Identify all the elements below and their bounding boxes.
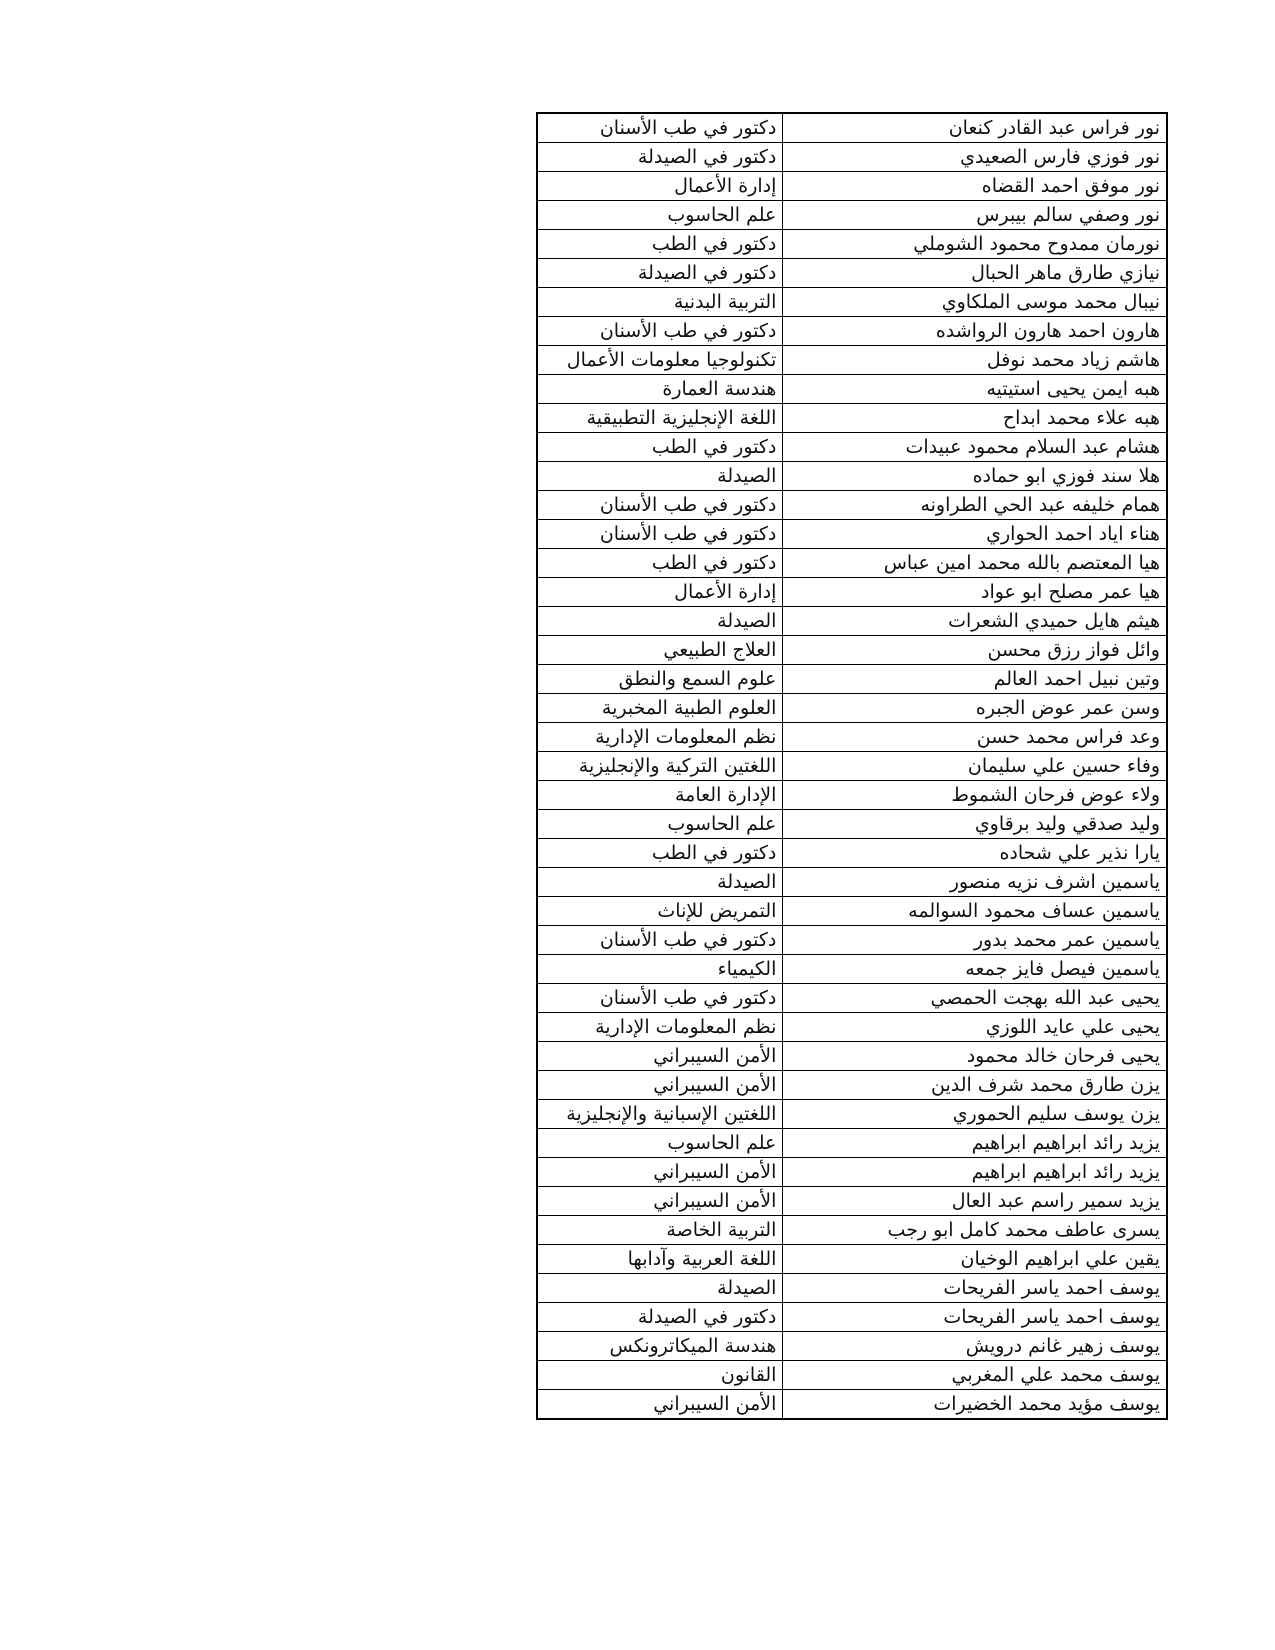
student-name-cell: نور وصفي سالم بيبرس [783, 201, 1167, 230]
student-name-cell: يزيد رائد ابراهيم ابراهيم [783, 1129, 1167, 1158]
student-name-cell: يوسف محمد علي المغربي [783, 1361, 1167, 1390]
table-row [537, 984, 1167, 1013]
table-row [537, 955, 1167, 984]
student-name-cell: هلا سند فوزي ابو حماده [783, 462, 1167, 491]
major-cell: دكتور في الطب [537, 230, 783, 259]
major-cell: هندسة العمارة [537, 375, 783, 404]
major-cell: الصيدلة [537, 462, 783, 491]
major-cell: دكتور في الطب [537, 433, 783, 462]
table-row [537, 1390, 1167, 1420]
student-name-cell: هيا عمر مصلح ابو عواد [783, 578, 1167, 607]
student-name-cell: وتين نبيل احمد العالم [783, 665, 1167, 694]
student-name-cell: هناء اياد احمد الحواري [783, 520, 1167, 549]
student-name-cell: يقين علي ابراهيم الوخيان [783, 1245, 1167, 1274]
major-cell: العلاج الطبيعي [537, 636, 783, 665]
student-name-cell: يزن يوسف سليم الحموري [783, 1100, 1167, 1129]
student-name-cell: هبه ايمن يحيى استيتيه [783, 375, 1167, 404]
table-row [537, 549, 1167, 578]
student-name-cell: يوسف مؤيد محمد الخضيرات [783, 1390, 1167, 1420]
major-cell: التمريض للإناث [537, 897, 783, 926]
table-row [537, 346, 1167, 375]
major-cell: الأمن السيبراني [537, 1158, 783, 1187]
table-row [537, 1042, 1167, 1071]
student-name-cell: هارون احمد هارون الرواشده [783, 317, 1167, 346]
table-row [537, 491, 1167, 520]
student-name-cell: نيبال محمد موسى الملكاوي [783, 288, 1167, 317]
student-name-cell: يسرى عاطف محمد كامل ابو رجب [783, 1216, 1167, 1245]
student-name-cell: نورمان ممدوح محمود الشوملي [783, 230, 1167, 259]
major-cell: التربية البدنية [537, 288, 783, 317]
major-cell: الصيدلة [537, 868, 783, 897]
table-row [537, 1216, 1167, 1245]
major-cell: القانون [537, 1361, 783, 1390]
table-row [537, 1013, 1167, 1042]
major-cell: الأمن السيبراني [537, 1071, 783, 1100]
table-row [537, 520, 1167, 549]
table-row [537, 723, 1167, 752]
major-cell: دكتور في طب الأسنان [537, 491, 783, 520]
student-name-cell: وائل فواز رزق محسن [783, 636, 1167, 665]
student-name-cell: هشام عبد السلام محمود عبيدات [783, 433, 1167, 462]
student-name-cell: يزن طارق محمد شرف الدين [783, 1071, 1167, 1100]
student-name-cell: نور فراس عبد القادر كنعان [783, 113, 1167, 143]
major-cell: نظم المعلومات الإدارية [537, 723, 783, 752]
table-row [537, 1332, 1167, 1361]
major-cell: هندسة الميكاترونكس [537, 1332, 783, 1361]
major-cell: الصيدلة [537, 1274, 783, 1303]
table-row [537, 375, 1167, 404]
major-cell: التربية الخاصة [537, 1216, 783, 1245]
student-name-cell: ولاء عوض فرحان الشموط [783, 781, 1167, 810]
major-cell: اللغة الإنجليزية التطبيقية [537, 404, 783, 433]
major-cell: علم الحاسوب [537, 810, 783, 839]
student-name-cell: يزيد سمير راسم عبد العال [783, 1187, 1167, 1216]
table-row [537, 462, 1167, 491]
major-cell: إدارة الأعمال [537, 172, 783, 201]
table-row [537, 578, 1167, 607]
student-name-cell: هيا المعتصم بالله محمد امين عباس [783, 549, 1167, 578]
major-cell: دكتور في طب الأسنان [537, 317, 783, 346]
major-cell: علم الحاسوب [537, 201, 783, 230]
table-row [537, 172, 1167, 201]
table-row [537, 1071, 1167, 1100]
major-cell: الكيمياء [537, 955, 783, 984]
table-row [537, 752, 1167, 781]
table-row [537, 926, 1167, 955]
student-name-cell: هاشم زياد محمد نوفل [783, 346, 1167, 375]
student-name-cell: يزيد رائد ابراهيم ابراهيم [783, 1158, 1167, 1187]
student-table [536, 112, 1168, 1420]
table-row [537, 201, 1167, 230]
table-row [537, 433, 1167, 462]
major-cell: نظم المعلومات الإدارية [537, 1013, 783, 1042]
student-name-cell: وعد فراس محمد حسن [783, 723, 1167, 752]
major-cell: دكتور في الطب [537, 839, 783, 868]
major-cell: الصيدلة [537, 607, 783, 636]
student-name-cell: ياسمين فيصل فايز جمعه [783, 955, 1167, 984]
major-cell: الأمن السيبراني [537, 1390, 783, 1420]
major-cell: دكتور في الطب [537, 549, 783, 578]
student-name-cell: يارا نذير علي شحاده [783, 839, 1167, 868]
table-row [537, 288, 1167, 317]
major-cell: علوم السمع والنطق [537, 665, 783, 694]
major-cell: الأمن السيبراني [537, 1187, 783, 1216]
table-row [537, 1245, 1167, 1274]
table-row [537, 694, 1167, 723]
major-cell: اللغتين التركية والإنجليزية [537, 752, 783, 781]
major-cell: دكتور في الصيدلة [537, 259, 783, 288]
student-name-cell: ياسمين عمر محمد بدور [783, 926, 1167, 955]
major-cell: العلوم الطبية المخبرية [537, 694, 783, 723]
student-name-cell: وسن عمر عوض الجبره [783, 694, 1167, 723]
student-name-cell: يوسف زهير غانم درويش [783, 1332, 1167, 1361]
student-name-cell: ياسمين اشرف نزيه منصور [783, 868, 1167, 897]
student-name-cell: يحيى فرحان خالد محمود [783, 1042, 1167, 1071]
table-row [537, 636, 1167, 665]
student-name-cell: يوسف احمد ياسر الفريحات [783, 1274, 1167, 1303]
major-cell: علم الحاسوب [537, 1129, 783, 1158]
major-cell: اللغة العربية وآدابها [537, 1245, 783, 1274]
major-cell: تكنولوجيا معلومات الأعمال [537, 346, 783, 375]
table-row [537, 781, 1167, 810]
major-cell: الإدارة العامة [537, 781, 783, 810]
table-row [537, 665, 1167, 694]
major-cell: دكتور في طب الأسنان [537, 113, 783, 143]
major-cell: دكتور في طب الأسنان [537, 984, 783, 1013]
table-row [537, 1100, 1167, 1129]
table-row [537, 1303, 1167, 1332]
table-row [537, 404, 1167, 433]
student-name-cell: نور فوزي فارس الصعيدي [783, 143, 1167, 172]
table-row [537, 607, 1167, 636]
student-name-cell: يحيى عبد الله بهجت الحمصي [783, 984, 1167, 1013]
table-row [537, 1187, 1167, 1216]
student-name-cell: هيثم هايل حميدي الشعرات [783, 607, 1167, 636]
student-name-cell: ياسمين عساف محمود السوالمه [783, 897, 1167, 926]
table-row [537, 1361, 1167, 1390]
major-cell: دكتور في طب الأسنان [537, 520, 783, 549]
major-cell: إدارة الأعمال [537, 578, 783, 607]
table-row [537, 259, 1167, 288]
major-cell: دكتور في طب الأسنان [537, 926, 783, 955]
student-name-cell: هبه علاء محمد ابداح [783, 404, 1167, 433]
major-cell: اللغتين الإسبانية والإنجليزية [537, 1100, 783, 1129]
table-row [537, 839, 1167, 868]
table-row [537, 810, 1167, 839]
table-row [537, 897, 1167, 926]
table-row [537, 317, 1167, 346]
student-name-cell: يحيى علي عايد اللوزي [783, 1013, 1167, 1042]
student-name-cell: همام خليفه عبد الحي الطراونه [783, 491, 1167, 520]
major-cell: الأمن السيبراني [537, 1042, 783, 1071]
major-cell: دكتور في الصيدلة [537, 143, 783, 172]
student-name-cell: نور موفق احمد القضاه [783, 172, 1167, 201]
table-row [537, 113, 1167, 143]
table-row [537, 868, 1167, 897]
student-table-body [537, 113, 1167, 1419]
table-row [537, 1274, 1167, 1303]
student-name-cell: وفاء حسين علي سليمان [783, 752, 1167, 781]
student-name-cell: وليد صدقي وليد برقاوي [783, 810, 1167, 839]
student-name-cell: نيازي طارق ماهر الحبال [783, 259, 1167, 288]
table-row [537, 143, 1167, 172]
table-row [537, 230, 1167, 259]
table-row [537, 1158, 1167, 1187]
major-cell: دكتور في الصيدلة [537, 1303, 783, 1332]
student-name-cell: يوسف احمد ياسر الفريحات [783, 1303, 1167, 1332]
table-row [537, 1129, 1167, 1158]
